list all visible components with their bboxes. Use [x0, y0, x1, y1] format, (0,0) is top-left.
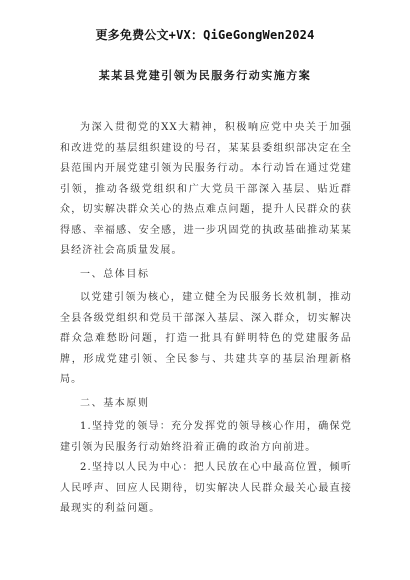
document-body [60, 118, 352, 520]
principle-paragraph-1: 1.坚持党的领导：充分发挥党的领导核心作用，确保党建引领为民服务行动始终沿着正确的政治方向前进。 [60, 421, 352, 453]
watermark-header: 更多免费公文+VX：QiGeGongWen2024 [95, 28, 315, 42]
section-heading-principles: 二、基本原则 [80, 397, 150, 409]
principle-paragraph-2: 2.坚持以人民为中心：把人民放在心中最高位置，倾听人民呼声、回应人民期待，切实解决人民群众最关心最直接最现实的利益问题。 [60, 462, 352, 514]
goals-paragraph: 以党建引领为核心，建立健全为民服务长效机制，推动全县各级党组织和党员干部深入基层、深入群众，切实解决群众急难愁盼问题，打造一批具有鲜明特色的党建服务品牌，形成党建引领、全民参与、共建共享的基层治理新格局。 [60, 292, 352, 385]
document-title: 某某县党建引领为民服务行动实施方案 [98, 69, 312, 82]
section-heading-goals: 一、总体目标 [80, 268, 150, 280]
intro-paragraph: 为深入贯彻党的XX大精神，积极响应党中央关于加强和改进党的基层组织建设的号召，某某县委组织部决定在全县范围内开展党建引领为民服务行动。本行动旨在通过党建引领，推动各级党组织和广大党员干部深入基层、贴近群众，切实解决群众关心的热点难点问题，提升人民群众的获得感、幸福感、安全感，进一步巩固党的执政基础推动某某县经济社会高质量发展。 [60, 122, 352, 256]
